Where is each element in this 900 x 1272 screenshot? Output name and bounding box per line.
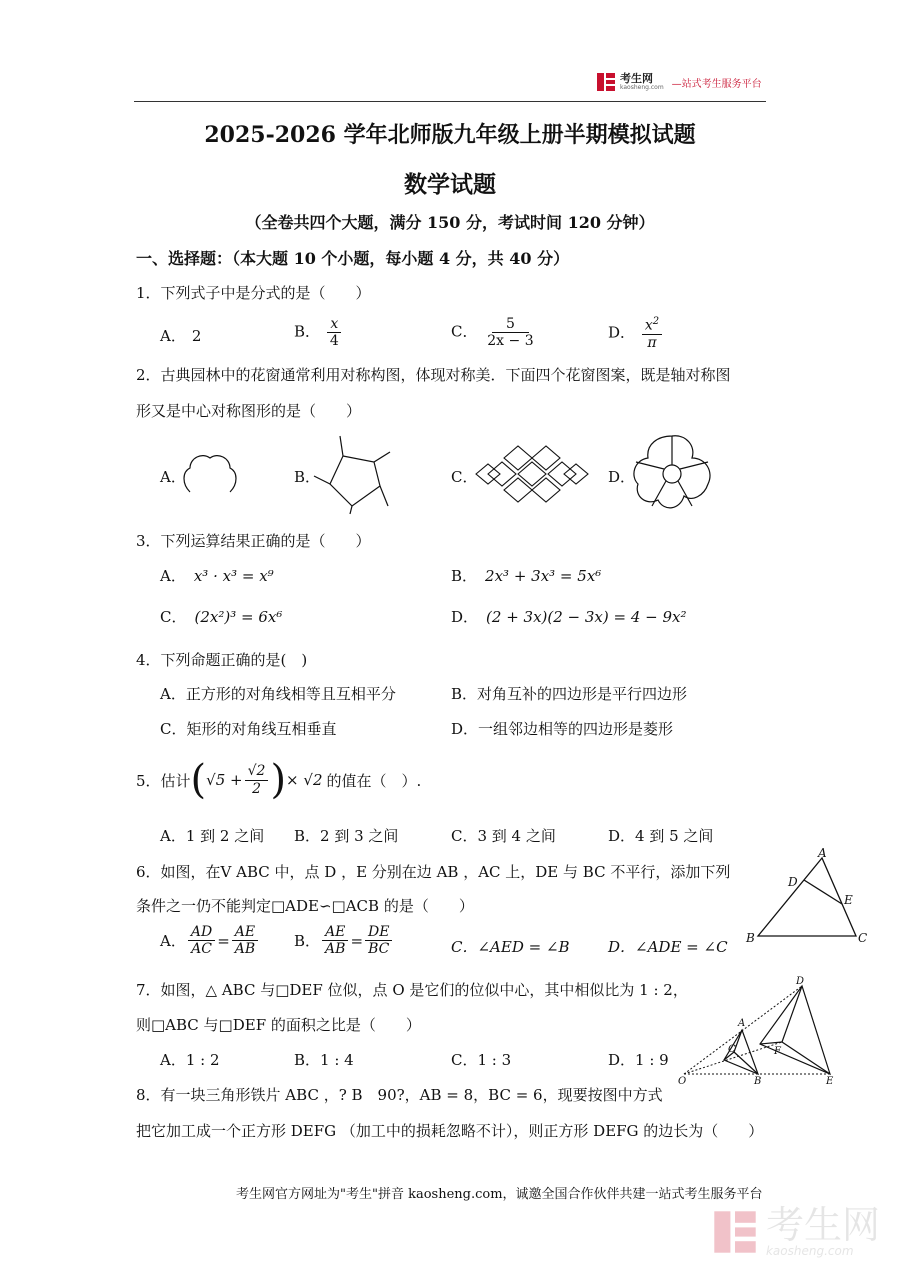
q7-option-c: C．1 : 3 xyxy=(451,1051,512,1069)
q5-option-d: D．4 到 5 之间 xyxy=(608,827,714,845)
q2-figure-b-pentagon-shape xyxy=(310,434,392,516)
q2-stem-line2: 形又是中心对称图形的是（ ） xyxy=(136,402,362,420)
q7-fig-label-e: E xyxy=(826,1076,834,1087)
q7-fig-label-f: F xyxy=(774,1046,781,1057)
q8-stem-line2: 把它加工成一个正方形 DEFG （加工中的损耗忽略不计），则正方形 DEFG 的边长为（ ） xyxy=(136,1122,764,1140)
kaosheng-watermark xyxy=(712,1203,880,1258)
kaosheng-logo-icon xyxy=(596,72,616,92)
q5-stem: 5．估计 ( √5 + $\frac{√2}{2}$ ) × √2 的值在（ ）. xyxy=(136,757,422,803)
q3-option-d: D． (2 + 3x)(2 − 3x) = 4 − 9x² xyxy=(451,608,687,626)
q4-option-c: C．矩形的对角线互相垂直 xyxy=(160,720,337,738)
exam-title: 2025-2026 学年北师版九年级上册半期模拟试题 xyxy=(204,122,696,148)
q3-option-a: A． x³ · x³ = x⁹ xyxy=(160,567,274,585)
exam-note: （全卷共四个大题，满分 150 分，考试时间 120 分钟） xyxy=(245,213,655,232)
watermark-domain: kaosheng.com xyxy=(765,1244,854,1258)
page-footer: 考生网官方网址为"考生"拼音 kaosheng.com，诚邀全国合作伙伴共建一站式考生服务平台 xyxy=(236,1187,763,1202)
q7-fig-label-b: B xyxy=(754,1076,762,1087)
q7-fig-label-c: C xyxy=(728,1044,736,1055)
q1-stem: 1．下列式子中是分式的是（ ） xyxy=(136,284,371,302)
q6-stem-line2: 条件之一仍不能判定□ADE∽□ACB 的是（ ） xyxy=(136,897,474,915)
q3-option-c: C． (2x²)³ = 6x⁶ xyxy=(160,608,283,626)
q6-option-a: A． $\frac{AD}{AC}$ = $\frac{AE}{AB}$ xyxy=(160,924,260,957)
q6-option-c: C．∠AED = ∠B xyxy=(451,938,570,956)
watermark-logo-icon xyxy=(712,1209,758,1255)
q2-option-d-label: D． xyxy=(608,468,636,486)
logo-domain: kaosheng.com xyxy=(620,84,664,91)
q7-option-a: A．1 : 2 xyxy=(160,1051,220,1069)
q4-option-a: A．正方形的对角线相等且互相平分 xyxy=(160,685,396,703)
q7-fig-label-o: O xyxy=(678,1076,687,1087)
q6-fig-label-a: A xyxy=(818,846,827,860)
q1-option-c: C． $\frac{5}{2x - 3}$ xyxy=(451,316,534,350)
q5-option-c: C．3 到 4 之间 xyxy=(451,827,556,845)
watermark-name: 考生网 xyxy=(765,1203,880,1247)
q2-stem-line1: 2．古典园林中的花窗通常利用对称构图，体现对称美．下面四个花窗图案，既是轴对称图 xyxy=(136,366,731,384)
q7-stem-line2: 则□ABC 与□DEF 的面积之比是（ ） xyxy=(136,1016,421,1034)
q3-option-b: B． 2x³ + 3x³ = 5x⁶ xyxy=(451,567,602,585)
section-1-heading: 一、选择题：（本大题 10 个小题，每小题 4 分，共 40 分） xyxy=(136,249,570,268)
q5-option-a: A．1 到 2 之间 xyxy=(160,827,265,845)
q4-option-b: B．对角互补的四边形是平行四边形 xyxy=(451,685,688,703)
q2-figure-c-lattice-shape xyxy=(474,440,590,508)
q1-option-b: B． $\frac{x}{4}$ xyxy=(294,316,344,349)
q1-option-a: A． 2 xyxy=(160,327,202,345)
header-divider xyxy=(134,101,766,102)
q6-fig-label-e: E xyxy=(844,893,853,907)
q7-stem-line1: 7．如图，△ ABC 与□DEF 位似，点 O 是它们的位似中心，其中相似比为 1 : 2， xyxy=(136,981,688,999)
q7-fig-label-a: A xyxy=(738,1018,746,1029)
exam-subtitle: 数学试题 xyxy=(404,171,496,198)
q4-stem: 4．下列命题正确的是( ) xyxy=(136,651,308,669)
q6-triangle-figure xyxy=(742,846,872,946)
logo-name: 考生网 xyxy=(620,72,653,85)
q2-option-c-label: C． xyxy=(451,468,478,486)
q5-option-b: B．2 到 3 之间 xyxy=(294,827,399,845)
q6-fig-label-b: B xyxy=(746,931,755,945)
q3-stem: 3．下列运算结果正确的是（ ） xyxy=(136,532,371,550)
q4-option-d: D．一组邻边相等的四边形是菱形 xyxy=(451,720,674,738)
q1-option-d: D． $\frac{x^2}{\pi}$ xyxy=(608,316,664,351)
logo-slogan: —站式考生服务平台 xyxy=(671,78,762,90)
q8-stem-line1: 8．有一块三角形铁片 ABC ，? B 90?，AB = 8，BC = 6，现要按图中方式 xyxy=(136,1086,663,1104)
header-logo xyxy=(596,72,762,92)
q2-option-a-label: A． xyxy=(160,468,186,486)
q6-option-b: B． $\frac{AE}{AB}$ = $\frac{DE}{BC}$ xyxy=(294,924,394,957)
q2-option-b-label: B． xyxy=(294,468,321,486)
q2-figure-d-flower-shape xyxy=(630,432,714,516)
q7-fig-label-d: D xyxy=(796,976,805,987)
q6-stem-line1: 6．如图，在V ABC 中，点 D ，E 分别在边 AB ，AC 上，DE 与 BC 不平行，添加下列 xyxy=(136,863,731,881)
q7-option-b: B．1 : 4 xyxy=(294,1051,354,1069)
q2-figure-a-cloud-shape xyxy=(180,446,242,502)
q7-homothety-figure xyxy=(676,976,842,1088)
q7-option-d: D．1 : 9 xyxy=(608,1051,669,1069)
q6-fig-label-d: D xyxy=(788,875,798,889)
q6-fig-label-c: C xyxy=(858,931,868,945)
q6-option-d: D．∠ADE = ∠C xyxy=(608,938,728,956)
